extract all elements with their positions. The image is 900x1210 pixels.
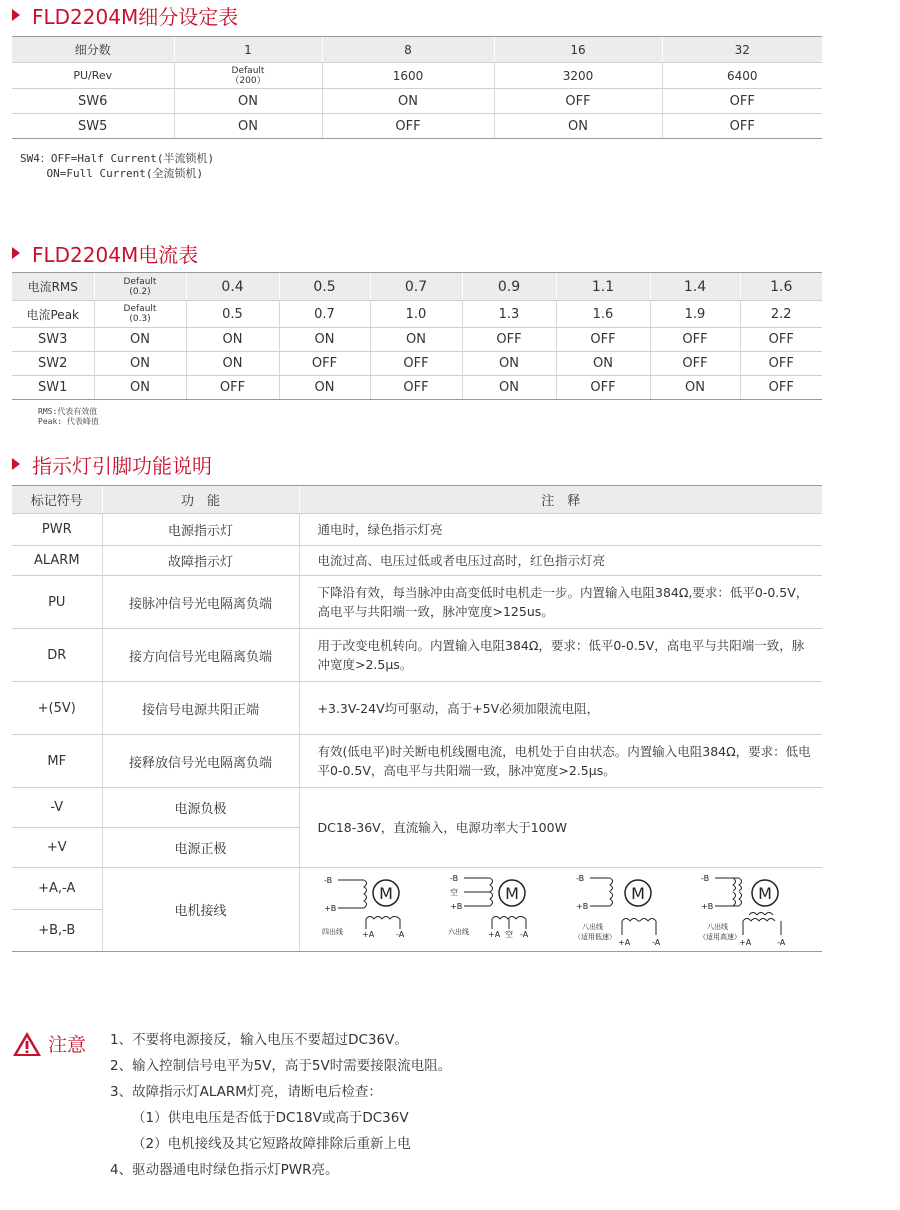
- note-cell: 用于改变电机转向。内置输入电阻384Ω，要求：低平0-0.5V，高电平与共阳端一致，脉冲宽度>2.5μs。: [299, 629, 822, 682]
- note-cell: +3.3V-24V均可驱动，高于+5V必须加限流电阻，: [299, 682, 822, 735]
- header-cell: 8: [322, 37, 494, 63]
- wiring-diagram-8-wire-low-speed: [574, 871, 674, 949]
- warning-triangle-icon: [12, 1031, 42, 1057]
- table-cell: ON: [186, 328, 279, 352]
- current-table: [12, 272, 822, 400]
- indicator-section-title: [12, 451, 212, 477]
- wire-label: +B: [449, 901, 463, 911]
- function-cell: 接释放信号光电隔离负端: [102, 735, 299, 788]
- symbol-cell: MF: [12, 735, 102, 788]
- table-row: [12, 328, 822, 352]
- wire-label: 空: [449, 887, 458, 897]
- table-cell: 1.6: [556, 301, 650, 328]
- motor-label: M: [379, 883, 394, 903]
- header-cell: 1.4: [650, 273, 740, 301]
- default-top: Default: [123, 276, 157, 287]
- table-row: [12, 352, 822, 376]
- wire-label: -B: [324, 875, 333, 885]
- indicator-title-text: 指示灯引脚功能说明: [32, 453, 212, 478]
- table-cell: 0.5: [186, 301, 279, 328]
- table-cell: ON: [174, 89, 322, 114]
- table-row: [12, 376, 822, 400]
- wire-label: -A: [396, 929, 405, 939]
- current-section-title: [12, 240, 198, 266]
- symbol-cell: ALARM: [12, 546, 102, 576]
- warning-sub-item: （2）电机接线及其它短路故障排除后重新上电: [132, 1136, 411, 1152]
- default-bottom: (0.2): [129, 286, 151, 297]
- power-note-cell: DC18-36V，直流输入，电源功率大于100W: [299, 788, 822, 868]
- warning-item: 1、不要将电源接反，输入电压不要超过DC36V。: [110, 1032, 408, 1048]
- default-bottom: （200）: [230, 75, 266, 86]
- diagram-caption: 八出线: [581, 922, 603, 931]
- table-row: [12, 546, 822, 576]
- diagram-caption-2: （适用高速）: [699, 932, 742, 941]
- function-cell: 故障指示灯: [102, 546, 299, 576]
- table-cell: ON: [279, 328, 370, 352]
- table-cell: ON: [322, 89, 494, 114]
- function-cell: 接方向信号光电隔离负端: [102, 629, 299, 682]
- red-triangle-icon: [12, 9, 20, 21]
- table-cell: ON: [186, 352, 279, 376]
- wire-label: -B: [701, 873, 710, 883]
- table-cell: OFF: [370, 376, 462, 400]
- table-row: [12, 788, 822, 828]
- header-cell: 1.1: [556, 273, 650, 301]
- row-label: SW5: [12, 114, 174, 139]
- default-top: Default: [231, 65, 265, 76]
- warning-list: [110, 1030, 451, 1186]
- symbol-cell: PWR: [12, 514, 102, 546]
- symbol-cell: +(5V): [12, 682, 102, 735]
- wire-label: +B: [701, 901, 714, 911]
- red-triangle-icon: [12, 458, 20, 470]
- table-cell: ON: [370, 328, 462, 352]
- table-row: [12, 301, 822, 328]
- indicator-table: [12, 485, 822, 952]
- symbol-cell: -V: [12, 788, 102, 828]
- header-cell: 注 释: [299, 486, 822, 514]
- symbol-cell: DR: [12, 629, 102, 682]
- symbol-cell: PU: [12, 576, 102, 629]
- table-cell: 2.2: [740, 301, 822, 328]
- header-cell: 32: [662, 37, 822, 63]
- sw4-note: SW4：OFF=Half Current(半流锁机) ON=Full Current(全流锁机): [20, 152, 215, 180]
- warning-item: 2、输入控制信号电平为5V，高于5V时需要接限流电阻。: [110, 1058, 452, 1074]
- table-cell: OFF: [662, 89, 822, 114]
- wire-label: +A: [739, 937, 752, 947]
- table-cell: OFF: [650, 352, 740, 376]
- table-cell: 1.3: [462, 301, 556, 328]
- header-cell: 0.5: [279, 273, 370, 301]
- header-cell: 1.6: [740, 273, 822, 301]
- table-cell: ON: [174, 114, 322, 139]
- table-row: [12, 576, 822, 629]
- wiring-diagram-4-wire: [322, 871, 422, 949]
- row-label: PU/Rev: [12, 63, 174, 89]
- wiring-diagram-group: [300, 871, 823, 949]
- diagram-caption: 八出线: [707, 922, 729, 931]
- note-cell: 有效(低电平)时关断电机线圈电流，电机处于自由状态。内置输入电阻384Ω，要求：低电平0-0.5V，高电平与共阳端一致，脉冲宽度>2.5μs。: [299, 735, 822, 788]
- header-cell: 标记符号: [12, 486, 102, 514]
- motor-label: M: [758, 883, 773, 903]
- table-cell: OFF: [740, 376, 822, 400]
- note-cell: 下降沿有效，每当脉冲由高变低时电机走一步。内置输入电阻384Ω,要求：低平0-0.5V，高电平与共阳端一致，脉冲宽度>125us。: [299, 576, 822, 629]
- function-cell: 电源指示灯: [102, 514, 299, 546]
- symbol-cell: +B,-B: [12, 910, 102, 952]
- table-cell: ON: [94, 376, 186, 400]
- table-cell: ON: [650, 376, 740, 400]
- table-cell: 3200: [494, 63, 662, 89]
- default-cell: [174, 63, 322, 89]
- table-row: [12, 629, 822, 682]
- table-row: [12, 868, 822, 910]
- red-triangle-icon: [12, 247, 20, 259]
- motor-label: M: [630, 883, 645, 903]
- table-row: [12, 63, 822, 89]
- header-cell: 16: [494, 37, 662, 63]
- symbol-cell: +A,-A: [12, 868, 102, 910]
- table-cell: ON: [94, 328, 186, 352]
- row-label: SW1: [12, 376, 94, 400]
- wire-label: -B: [575, 873, 584, 883]
- rms-peak-note: RMS:代表有效值 Peak: 代表峰值: [38, 407, 99, 426]
- table-row: [12, 514, 822, 546]
- table-cell: OFF: [662, 114, 822, 139]
- table-cell: OFF: [322, 114, 494, 139]
- table-cell: ON: [556, 352, 650, 376]
- wire-label: -A: [777, 937, 786, 947]
- diagram-caption: 四出线: [322, 927, 344, 936]
- wiring-diagrams: [299, 868, 822, 952]
- table-cell: OFF: [740, 328, 822, 352]
- default-top: Default: [123, 304, 157, 314]
- function-cell: 电机接线: [102, 868, 299, 952]
- table-row: [12, 89, 822, 114]
- default-bottom: (0.3): [129, 314, 151, 324]
- table-cell: OFF: [556, 376, 650, 400]
- table-row: [12, 682, 822, 735]
- warning-item: 4、驱动器通电时绿色指示灯PWR亮。: [110, 1162, 339, 1178]
- wire-label: +B: [324, 903, 337, 913]
- row-label: SW6: [12, 89, 174, 114]
- table-cell: ON: [494, 114, 662, 139]
- header-cell: 功 能: [102, 486, 299, 514]
- table-row: [12, 735, 822, 788]
- warning-item: 3、故障指示灯ALARM灯亮，请断电后检查：: [110, 1084, 382, 1100]
- wire-label: +A: [362, 929, 375, 939]
- row-label: SW2: [12, 352, 94, 376]
- function-cell: 接信号电源共阳正端: [102, 682, 299, 735]
- wire-label: +A: [617, 937, 630, 947]
- wire-label: -B: [449, 873, 459, 883]
- function-cell: 电源正极: [102, 828, 299, 868]
- warning-title: 注意: [48, 1034, 87, 1056]
- table-cell: OFF: [740, 352, 822, 376]
- table-cell: 1.9: [650, 301, 740, 328]
- default-cell: [94, 273, 186, 301]
- row-label: SW3: [12, 328, 94, 352]
- motor-label: M: [505, 883, 519, 903]
- function-cell: 接脉冲信号光电隔离负端: [102, 576, 299, 629]
- table-cell: 1600: [322, 63, 494, 89]
- current-title-text: FLD2204M电流表: [32, 242, 199, 267]
- header-cell: 0.7: [370, 273, 462, 301]
- wire-label: -A: [651, 937, 660, 947]
- table-cell: OFF: [494, 89, 662, 114]
- table-cell: ON: [94, 352, 186, 376]
- note-cell: 电流过高、电压过低或者电压过高时，红色指示灯亮: [299, 546, 822, 576]
- header-cell: 1: [174, 37, 322, 63]
- table-cell: ON: [279, 376, 370, 400]
- table-cell: 0.7: [279, 301, 370, 328]
- microstep-section-title: [12, 2, 238, 28]
- function-cell: 电源负极: [102, 788, 299, 828]
- warning-sub-item: （1）供电电压是否低于DC18V或高于DC36V: [132, 1110, 409, 1126]
- table-cell: OFF: [370, 352, 462, 376]
- header-cell: 0.4: [186, 273, 279, 301]
- table-row: [12, 114, 822, 139]
- warning-heading: [12, 1030, 86, 1057]
- header-cell: 细分数: [12, 37, 174, 63]
- diagram-caption-2: （适用低速）: [573, 932, 616, 941]
- table-cell: ON: [462, 376, 556, 400]
- table-cell: 6400: [662, 63, 822, 89]
- wire-label: +B: [575, 901, 588, 911]
- rms-label: 电流RMS: [12, 273, 94, 301]
- peak-label: 电流Peak: [12, 301, 94, 328]
- wiring-diagram-6-wire: [448, 871, 548, 949]
- diagram-caption: 六出线: [447, 927, 469, 936]
- wiring-diagram-8-wire-high-speed: [699, 871, 799, 949]
- table-cell: ON: [462, 352, 556, 376]
- header-cell: 0.9: [462, 273, 556, 301]
- wire-label: -A: [519, 929, 529, 939]
- symbol-cell: +V: [12, 828, 102, 868]
- table-cell: 1.0: [370, 301, 462, 328]
- table-cell: OFF: [279, 352, 370, 376]
- microstep-table: [12, 36, 822, 139]
- table-cell: OFF: [462, 328, 556, 352]
- wire-label: +A: [487, 929, 501, 939]
- table-cell: OFF: [556, 328, 650, 352]
- default-cell: [94, 301, 186, 328]
- table-cell: OFF: [186, 376, 279, 400]
- note-cell: 通电时，绿色指示灯亮: [299, 514, 822, 546]
- table-cell: OFF: [650, 328, 740, 352]
- microstep-title-text: FLD2204M细分设定表: [32, 4, 239, 29]
- wire-label: 空: [504, 929, 513, 939]
